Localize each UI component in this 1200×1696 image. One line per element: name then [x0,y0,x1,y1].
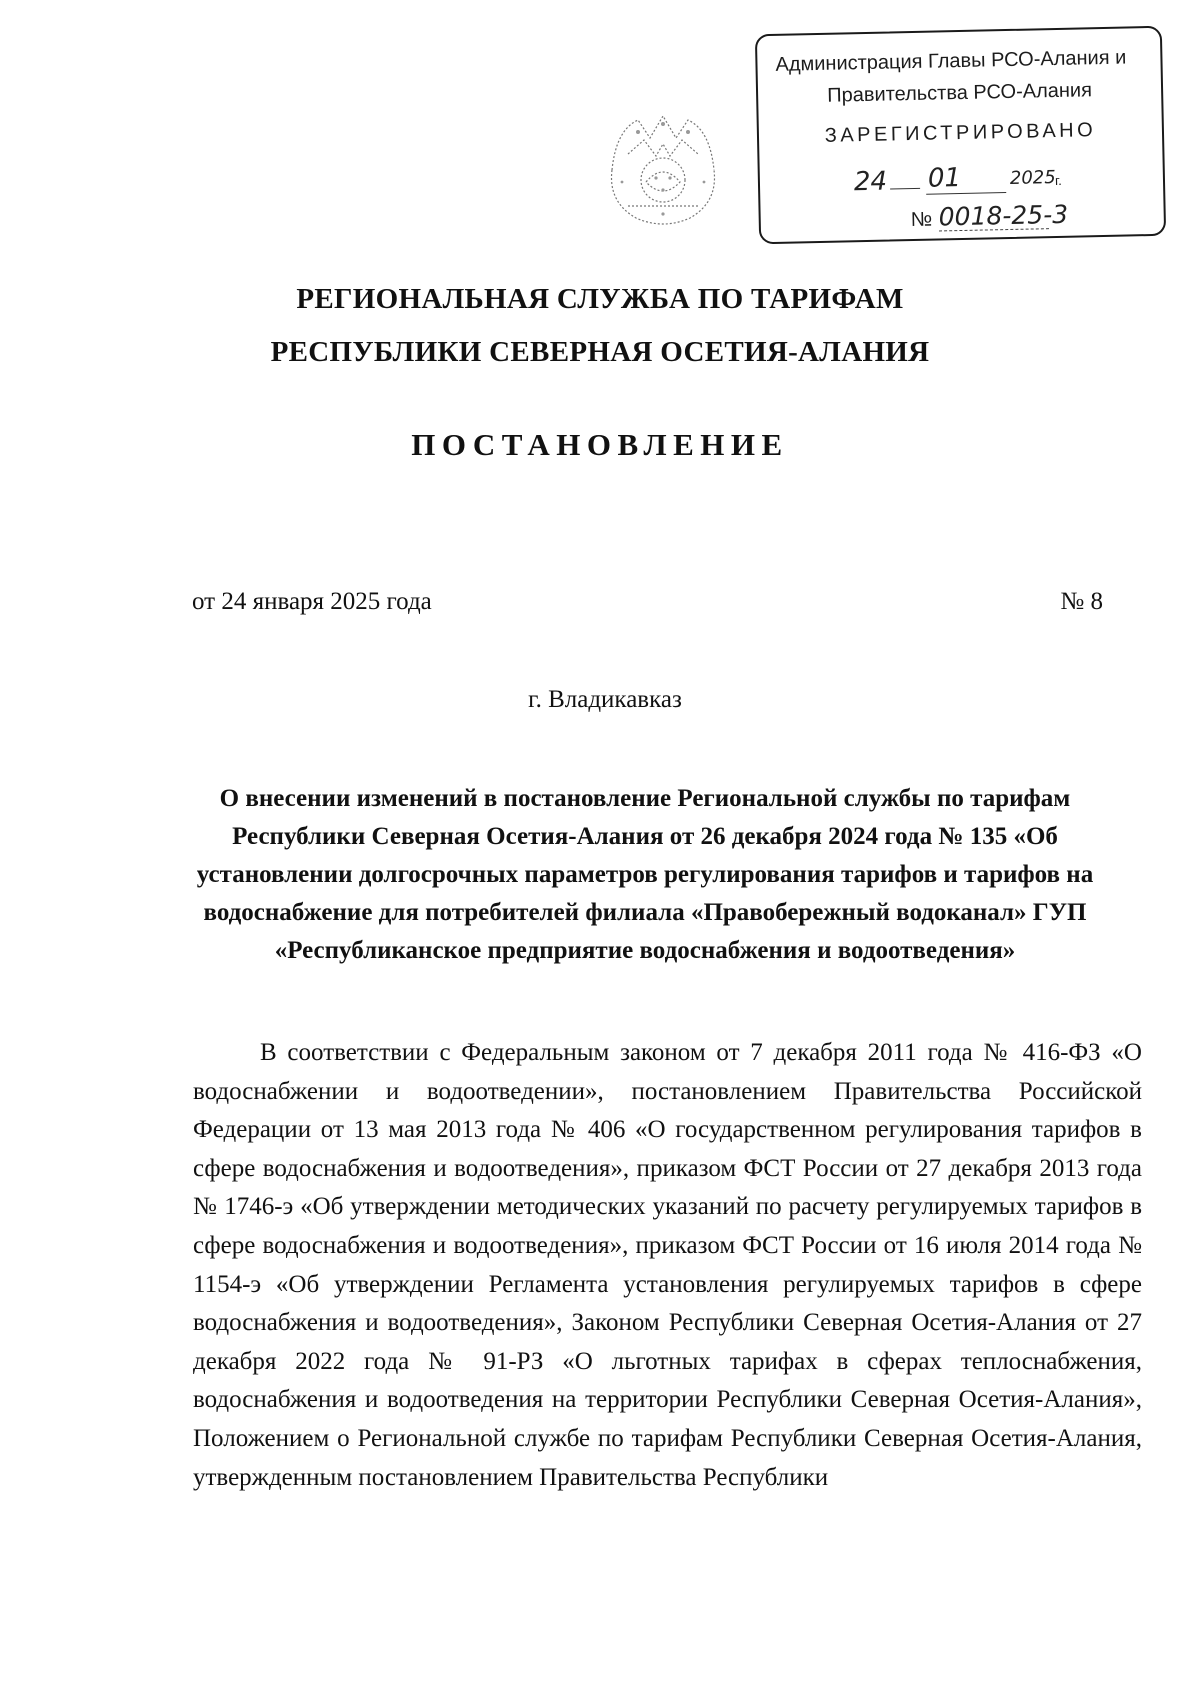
document-body-paragraph: В соответствии с Федеральным законом от 7 декабря 2011 года № 416-ФЗ «О водоснабжении и водоотведении», постановлением Правительства Российской Федерации от 13 мая 2013 года № 406 «О государственном регулирования тарифов в сфере водоснабжения и водоотведения», приказом ФСТ России от 27 декабря 2013 года № 1746-э «Об утверждении методических указаний по расчету регулируемых тарифов в сфере водоснабжения и водоотведения», приказом ФСТ России от 16 июля 2014 года № 1154-э «Об утверждении Регламента установления регулируемых тарифов в сфере водоснабжения и водоотведения», Законом Республики Северная Осетия-Алания от 27 декабря 2022 года № 91-РЗ «О льготных тарифах в сферах теплоснабжения, водоснабжения и водоотведения на территории Республики Северная Осетия-Алания», Положением о Региональной службе по тарифам Республики Северная Осетия-Алания, утвержденным постановлением Правительства Республики [193,1039,1142,1491]
registration-stamp [755,26,1166,244]
stamp-line-administration: Администрация Главы РСО-Алания и [775,46,1127,76]
document-subject: О внесении изменений в постановление Региональной службы по тарифам Республики Северная Осетия-Алания от 26 декабря 2024 года № 135 «Об установлении долгосрочных параметров регулирования тарифов и тарифов на водоснабжение для потребителей филиала «Правобережный водоканал» ГУП «Республиканское предприятие водоснабжения и водоотведения» [196,785,1094,964]
org-name-line1: РЕГИОНАЛЬНАЯ СЛУЖБА ПО ТАРИФАМ [296,283,904,315]
stamp-line-registered: ЗАРЕГИСТРИРОВАНО [824,119,1097,147]
document-city: г. Владикавказ [528,686,682,713]
stamp-date-year-suffix: г. [1054,172,1062,189]
document-number: № 8 [1060,588,1103,615]
stamp-line-government: Правительства РСО-Алания [827,79,1093,107]
stamp-date-year: 2025 [1009,167,1056,189]
stamp-date-month: 01 [927,163,962,194]
org-name-line2: РЕСПУБЛИКИ СЕВЕРНАЯ ОСЕТИЯ-АЛАНИЯ [270,336,930,368]
stamp-date-day: 24 [853,166,888,198]
document-type-title: ПОСТАНОВЛЕНИЕ [411,427,789,462]
coat-of-arms-emblem [598,110,728,228]
stamp-date [850,163,1071,204]
document-date: от 24 января 2025 года [192,588,432,615]
stamp-number [910,200,1151,239]
stamp-number-value: 0018-25-3 [938,199,1069,232]
stamp-number-label: № [910,208,933,232]
